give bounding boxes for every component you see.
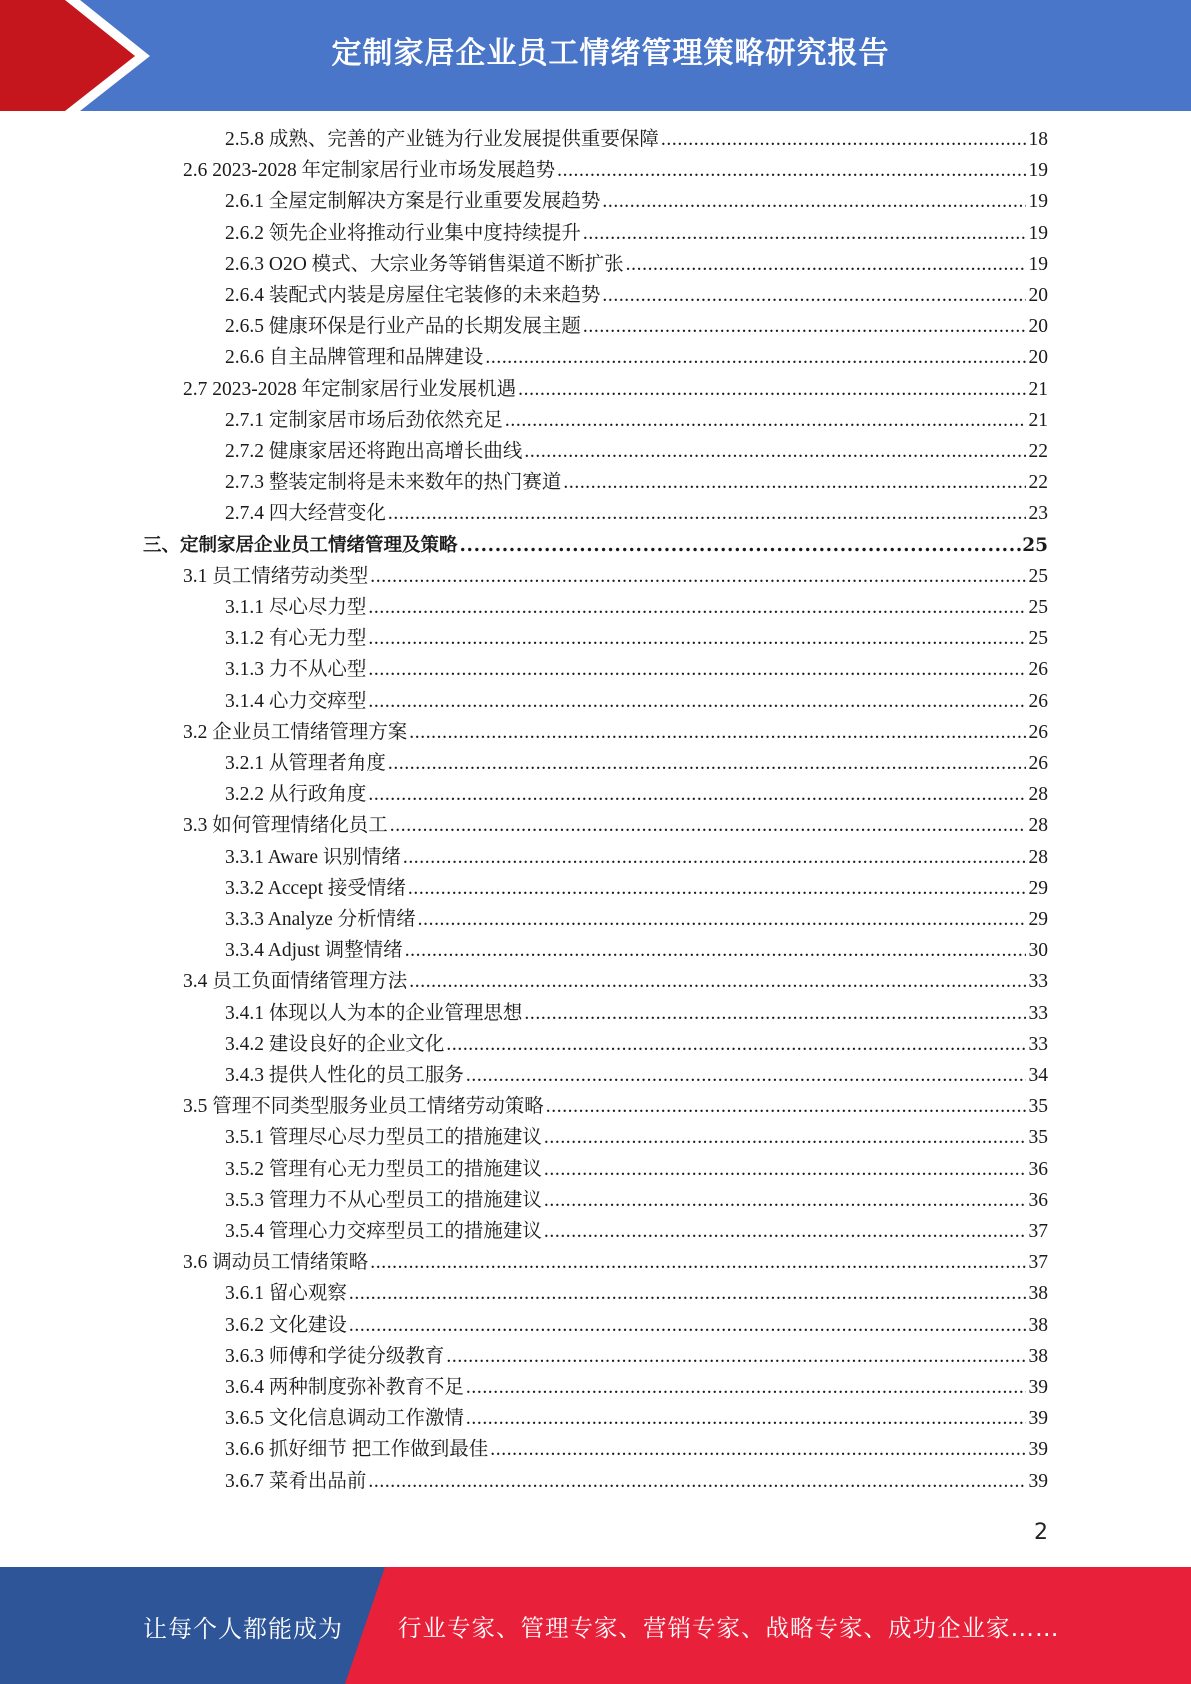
footer-slogan-right: 行业专家、管理专家、营销专家、战略专家、成功企业家…… xyxy=(398,1614,1060,1642)
toc-dot-leader xyxy=(602,189,1026,215)
toc-dot-leader xyxy=(583,314,1026,340)
toc-entry-label: 3.3.1 Aware 识别情绪 xyxy=(225,846,401,868)
toc-subsection-entry[interactable] xyxy=(225,470,1048,496)
toc-dot-leader xyxy=(602,283,1026,309)
toc-subsection-entry[interactable] xyxy=(225,408,1048,434)
toc-subsection-entry[interactable] xyxy=(225,1437,1048,1463)
toc-entry-page: 21 xyxy=(1028,409,1048,431)
toc-entry-label: 3.2 企业员工情绪管理方案 xyxy=(183,721,408,743)
toc-subsection-entry[interactable] xyxy=(225,314,1048,340)
toc-section-entry[interactable] xyxy=(183,1094,1048,1120)
toc-entry-page: 37 xyxy=(1028,1252,1048,1274)
toc-section-entry[interactable] xyxy=(183,813,1048,839)
toc-entry-label: 3.5.1 管理尽心尽力型员工的措施建议 xyxy=(225,1127,542,1149)
toc-subsection-entry[interactable] xyxy=(225,1281,1048,1307)
toc-dot-leader xyxy=(626,252,1026,278)
toc-entry-label: 3.6.3 师傅和学徒分级教育 xyxy=(225,1345,445,1367)
toc-section-entry[interactable] xyxy=(183,720,1048,746)
toc-entry-label: 3.6.4 两种制度弥补教育不足 xyxy=(225,1377,464,1398)
toc-subsection-entry[interactable] xyxy=(225,1157,1048,1183)
toc-entry-label: 3.3.2 Accept 接受情绪 xyxy=(225,877,406,899)
toc-entry-page: 33 xyxy=(1028,971,1048,993)
toc-dot-leader xyxy=(368,595,1026,621)
toc-entry-label: 2.6.4 装配式内装是房屋住宅装修的未来趋势 xyxy=(225,285,601,306)
toc-dot-leader xyxy=(409,720,1026,746)
toc-dot-leader xyxy=(544,1219,1026,1245)
toc-subsection-entry[interactable] xyxy=(225,127,1048,153)
toc-subsection-entry[interactable] xyxy=(225,751,1048,777)
toc-dot-leader xyxy=(409,969,1026,995)
toc-subsection-entry[interactable] xyxy=(225,1188,1048,1214)
toc-subsection-entry[interactable] xyxy=(225,1344,1048,1370)
toc-entry-page: 26 xyxy=(1028,721,1048,743)
toc-dot-leader xyxy=(388,751,1026,777)
toc-entry-page: 20 xyxy=(1028,316,1048,338)
toc-entry-label: 3.1.4 心力交瘁型 xyxy=(225,690,367,712)
toc-entry-label: 2.7.4 四大经营变化 xyxy=(225,503,386,525)
toc-subsection-entry[interactable] xyxy=(225,1375,1048,1401)
toc-entry-label: 2.6 2023-2028 年定制家居行业市场发展趋势 xyxy=(183,160,556,182)
toc-entry-page: 38 xyxy=(1028,1314,1048,1336)
toc-entry-page: 33 xyxy=(1028,1033,1048,1055)
toc-dot-leader xyxy=(544,1157,1026,1183)
toc-dot-leader xyxy=(518,377,1026,403)
toc-dot-leader xyxy=(403,845,1026,871)
toc-entry-page: 19 xyxy=(1028,253,1048,275)
toc-entry-label: 3.1.2 有心无力型 xyxy=(225,628,367,650)
toc-dot-leader xyxy=(405,938,1026,964)
toc-entry-page: 30 xyxy=(1028,940,1048,962)
toc-entry-label: 3.1.1 尽心尽力型 xyxy=(225,597,367,618)
toc-entry-page: 39 xyxy=(1028,1377,1048,1398)
toc-entry-label: 3.5.4 管理心力交瘁型员工的措施建议 xyxy=(225,1221,542,1242)
toc-entry-page: 25 xyxy=(1022,534,1048,556)
page-header xyxy=(0,0,1191,111)
toc-entry-page: 18 xyxy=(1028,129,1048,150)
toc-subsection-entry[interactable] xyxy=(225,689,1048,715)
toc-dot-leader xyxy=(563,470,1026,496)
toc-subsection-entry[interactable] xyxy=(225,1125,1048,1151)
toc-entry-page: 23 xyxy=(1028,503,1048,525)
toc-entry-page: 34 xyxy=(1028,1065,1048,1086)
toc-dot-leader xyxy=(370,1250,1026,1276)
toc-entry-page: 19 xyxy=(1028,191,1048,213)
toc-entry-page: 19 xyxy=(1028,222,1048,244)
toc-subsection-entry[interactable] xyxy=(225,1406,1048,1432)
toc-entry-page: 26 xyxy=(1028,659,1048,681)
toc-dot-leader xyxy=(368,657,1026,683)
toc-subsection-entry[interactable] xyxy=(225,189,1048,215)
toc-dot-leader xyxy=(505,408,1026,434)
toc-dot-leader xyxy=(388,501,1026,527)
toc-subsection-entry[interactable] xyxy=(225,845,1048,871)
toc-dot-leader xyxy=(408,876,1026,902)
toc-subsection-entry[interactable] xyxy=(225,1063,1048,1089)
toc-entry-label: 2.6.1 全屋定制解决方案是行业重要发展趋势 xyxy=(225,191,601,213)
toc-subsection-entry[interactable] xyxy=(225,626,1048,652)
toc-entry-label: 3.3.3 Analyze 分析情绪 xyxy=(225,909,416,930)
toc-entry-page: 33 xyxy=(1028,1002,1048,1024)
toc-entry-page: 21 xyxy=(1028,378,1048,400)
page-number: 2 xyxy=(1034,1520,1048,1545)
toc-entry-label: 2.5.8 成熟、完善的产业链为行业发展提供重要保障 xyxy=(225,129,659,150)
toc-subsection-entry[interactable] xyxy=(225,1032,1048,1058)
toc-entry-label: 2.7.1 定制家居市场后劲依然充足 xyxy=(225,409,503,431)
toc-dot-leader xyxy=(466,1063,1026,1089)
toc-subsection-entry[interactable] xyxy=(225,782,1048,808)
toc-subsection-entry[interactable] xyxy=(225,657,1048,683)
toc-entry-label: 2.6.3 O2O 模式、大宗业务等销售渠道不断扩张 xyxy=(225,253,624,275)
toc-dot-leader xyxy=(524,439,1026,465)
toc-dot-leader xyxy=(368,782,1026,808)
toc-entry-label: 3.1 员工情绪劳动类型 xyxy=(183,565,369,587)
toc-dot-leader xyxy=(524,1001,1026,1027)
page-footer xyxy=(0,1567,1191,1684)
toc-entry-page: 36 xyxy=(1028,1158,1048,1180)
toc-dot-leader xyxy=(485,345,1026,371)
toc-dot-leader xyxy=(544,1125,1026,1151)
toc-entry-page: 37 xyxy=(1028,1221,1048,1242)
toc-dot-leader xyxy=(418,907,1026,933)
toc-entry-page: 28 xyxy=(1028,815,1048,837)
toc-entry-page: 22 xyxy=(1028,441,1048,462)
toc-entry-label: 3.4 员工负面情绪管理方法 xyxy=(183,971,408,993)
toc-entry-page: 25 xyxy=(1028,628,1048,650)
footer-slogan-left: 让每个人都能成为 xyxy=(143,1615,343,1643)
toc-entry-page: 29 xyxy=(1028,877,1048,899)
toc-subsection-entry[interactable] xyxy=(225,1219,1048,1245)
toc-entry-page: 39 xyxy=(1028,1408,1048,1430)
toc-dot-leader xyxy=(349,1313,1026,1339)
toc-dot-leader xyxy=(349,1281,1026,1307)
toc-entry-page: 38 xyxy=(1028,1283,1048,1305)
toc-entry-label: 3.4.1 体现以人为本的企业管理思想 xyxy=(225,1002,523,1024)
toc-entry-page: 35 xyxy=(1028,1096,1048,1118)
toc-section-entry[interactable] xyxy=(183,564,1048,590)
toc-dot-leader xyxy=(544,1188,1026,1214)
toc-entry-label: 3.6.6 抓好细节 把工作做到最佳 xyxy=(225,1439,489,1461)
toc-entry-label: 2.7.2 健康家居还将跑出高增长曲线 xyxy=(225,441,523,462)
toc-entry-page: 38 xyxy=(1028,1345,1048,1367)
toc-subsection-entry[interactable] xyxy=(225,1313,1048,1339)
toc-subsection-entry[interactable] xyxy=(225,876,1048,902)
toc-entry-page: 35 xyxy=(1028,1127,1048,1149)
toc-entry-page: 39 xyxy=(1028,1470,1048,1492)
toc-entry-label: 3.6.7 菜肴出品前 xyxy=(225,1470,367,1492)
toc-dot-leader xyxy=(368,689,1026,715)
toc-entry-label: 2.6.2 领先企业将推动行业集中度持续提升 xyxy=(225,222,581,244)
toc-entry-label: 3.5.3 管理力不从心型员工的措施建议 xyxy=(225,1189,542,1211)
toc-dot-leader xyxy=(661,127,1026,153)
toc-entry-page: 25 xyxy=(1028,565,1048,587)
toc-entry-page: 28 xyxy=(1028,784,1048,806)
toc-dot-leader xyxy=(446,1344,1026,1370)
toc-entry-label: 3.3 如何管理情绪化员工 xyxy=(183,815,388,837)
toc-entry-page: 28 xyxy=(1028,846,1048,868)
toc-entry-label: 3.6.1 留心观察 xyxy=(225,1283,347,1305)
toc-dot-leader xyxy=(557,158,1026,184)
toc-dot-leader xyxy=(368,626,1026,652)
toc-entry-label: 3.1.3 力不从心型 xyxy=(225,659,367,681)
toc-entry-label: 3.5.2 管理有心无力型员工的措施建议 xyxy=(225,1158,542,1180)
toc-chapter-entry[interactable] xyxy=(143,533,1048,559)
toc-entry-label: 3.6 调动员工情绪策略 xyxy=(183,1252,369,1274)
toc-entry-page: 25 xyxy=(1028,597,1048,618)
toc-dot-leader xyxy=(370,564,1026,590)
toc-entry-page: 26 xyxy=(1028,753,1048,774)
toc-dot-leader xyxy=(466,1406,1026,1432)
toc-entry-label: 3.2.1 从管理者角度 xyxy=(225,753,386,774)
toc-entry-label: 2.7.3 整装定制将是未来数年的热门赛道 xyxy=(225,472,562,494)
toc-section-entry[interactable] xyxy=(183,158,1048,184)
toc-entry-page: 20 xyxy=(1028,347,1048,369)
toc-dot-leader xyxy=(546,1094,1026,1120)
toc-entry-page: 39 xyxy=(1028,1439,1048,1461)
toc-entry-page: 29 xyxy=(1028,909,1048,930)
toc-entry-page: 22 xyxy=(1028,472,1048,494)
toc-dot-leader xyxy=(446,1032,1026,1058)
toc-entry-label: 三、定制家居企业员工情绪管理及策略 xyxy=(143,534,458,556)
toc-subsection-entry[interactable] xyxy=(225,221,1048,247)
toc-entry-label: 3.3.4 Adjust 调整情绪 xyxy=(225,940,403,962)
toc-entry-page: 19 xyxy=(1028,160,1048,182)
toc-section-entry[interactable] xyxy=(183,377,1048,403)
toc-subsection-entry[interactable] xyxy=(225,595,1048,621)
toc-dot-leader xyxy=(390,813,1026,839)
toc-entry-label: 2.7 2023-2028 年定制家居行业发展机遇 xyxy=(183,378,517,400)
toc-subsection-entry[interactable] xyxy=(225,1001,1048,1027)
toc-entry-label: 3.4.3 提供人性化的员工服务 xyxy=(225,1065,464,1086)
toc-subsection-entry[interactable] xyxy=(225,252,1048,278)
toc-section-entry[interactable] xyxy=(183,1250,1048,1276)
toc-dot-leader xyxy=(466,1375,1026,1401)
toc-entry-label: 3.2.2 从行政角度 xyxy=(225,784,367,806)
toc-section-entry[interactable] xyxy=(183,969,1048,995)
toc-entry-label: 2.6.5 健康环保是行业产品的长期发展主题 xyxy=(225,316,581,338)
toc-subsection-entry[interactable] xyxy=(225,907,1048,933)
toc-entry-label: 3.6.2 文化建设 xyxy=(225,1314,347,1336)
toc-subsection-entry[interactable] xyxy=(225,501,1048,527)
toc-subsection-entry[interactable] xyxy=(225,439,1048,465)
document-title: 定制家居企业员工情绪管理策略研究报告 xyxy=(331,36,890,71)
toc-entry-page: 26 xyxy=(1028,690,1048,712)
toc-dot-leader xyxy=(583,221,1026,247)
toc-entry-page: 20 xyxy=(1028,285,1048,306)
toc-dot-leader xyxy=(368,1469,1026,1495)
toc-dot-leader xyxy=(490,1437,1026,1463)
toc-entry-label: 3.6.5 文化信息调动工作激情 xyxy=(225,1408,464,1430)
toc-subsection-entry[interactable] xyxy=(225,283,1048,309)
toc-entry-label: 3.5 管理不同类型服务业员工情绪劳动策略 xyxy=(183,1096,544,1118)
toc-subsection-entry[interactable] xyxy=(225,938,1048,964)
toc-entry-label: 2.6.6 自主品牌管理和品牌建设 xyxy=(225,347,484,369)
toc-entry-label: 3.4.2 建设良好的企业文化 xyxy=(225,1033,445,1055)
toc-dot-leader xyxy=(460,533,1023,559)
toc-entry-page: 36 xyxy=(1028,1189,1048,1211)
toc-subsection-entry[interactable] xyxy=(225,345,1048,371)
toc-subsection-entry[interactable] xyxy=(225,1469,1048,1495)
